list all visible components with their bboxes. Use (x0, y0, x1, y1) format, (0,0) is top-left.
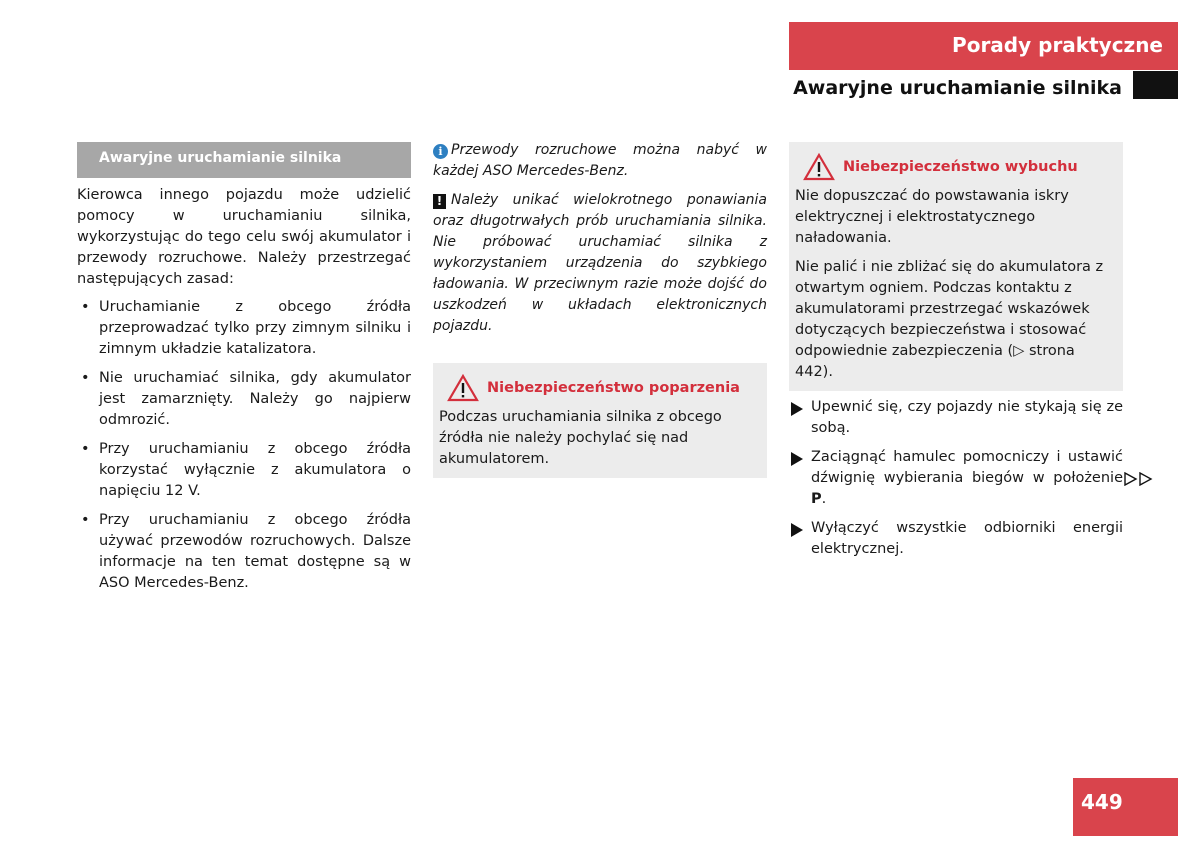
warning-text: Podczas uruchamiania silnika z obcego źródła nie należy pochylać się nad akumulatorem. (439, 409, 722, 467)
bullet-icon: • (81, 512, 90, 528)
page-number: 449 (1073, 778, 1178, 836)
step-item: Wyłączyć wszystkie odbiorniki energii elektrycznej. (789, 518, 1123, 560)
warning-title: Niebezpieczeństwo poparzenia (487, 380, 740, 396)
step-arrow-icon (791, 402, 803, 416)
list-item: • Uruchamianie z obcego źródła przeprowadzać tylko przy zimnym silniku i zimnym układzie katalizatora. (81, 299, 411, 357)
column-left (77, 140, 411, 602)
bullet-icon: • (81, 299, 90, 315)
warning-box-explosion (789, 142, 1123, 391)
bullet-icon: • (81, 441, 90, 457)
list-item: • Przy uruchamianiu z obcego źródła korzystać wyłącznie z akumulatora o napięciu 12 V. (81, 441, 411, 499)
section-title: Awaryjne uruchamianie silnika (793, 77, 1122, 99)
rules-list (77, 297, 411, 594)
intro-paragraph: Kierowca innego pojazdu może udzielić pomocy w uruchamianiu silnika, wykorzystując do tego celu swój akumulator i przewody rozruchowe. Należy przestrzegać następujących zasad: (77, 187, 411, 287)
step-arrow-icon (791, 452, 803, 466)
step-arrow-icon (791, 523, 803, 537)
column-right (789, 140, 1123, 568)
caution-note: ! Należy unikać wielokrotnego ponawiania oraz długotrwałych prób uruchamiania silnika. Nie próbować uruchamiać silnika z wykorzystaniem urządzenia do szybkiego ładowania. W przeciwnym razie może dojść do uszkodzeń w układach elektronicznych pojazdu. (433, 192, 767, 334)
continue-arrows-icon (1124, 471, 1154, 490)
list-item: • Przy uruchamianiu z obcego źródła używać przewodów rozruchowych. Dalsze informacje na ten temat dostępne są w ASO Mercedes-Benz. (81, 512, 411, 591)
warning-box-burn (433, 363, 767, 478)
warning-triangle-icon (447, 374, 479, 402)
column-middle (433, 140, 767, 478)
step-item: Zaciągnąć hamulec pomocniczy i ustawić dźwignię wybierania biegów w położenie P. (789, 447, 1123, 510)
warning-header (439, 371, 761, 405)
steps-list (789, 397, 1123, 560)
chapter-header (789, 22, 1178, 70)
warning-text-2: Nie palić i nie zbliżać się do akumulatora z otwartym ogniem. Podczas kontaktu z akumulatorami przestrzegać wskazówek dotyczących bezpieczeństwa i stosować odpowiednie zabezpieczenia (▷ strona 442). (795, 259, 1104, 380)
page-ref-arrow-icon: ▷ (1013, 343, 1025, 359)
warning-header (795, 150, 1117, 184)
list-item: • Nie uruchamiać silnika, gdy akumulator jest zamarznięty. Należy go najpierw odmrozić. (81, 370, 411, 428)
bullet-icon: • (81, 370, 90, 386)
warning-triangle-icon (803, 153, 835, 181)
header-black-tab (1133, 71, 1178, 99)
chapter-title: Porady praktyczne (952, 33, 1163, 57)
warning-text-1: Nie dopuszczać do powstawania iskry elektrycznej i elektrostatycznego naładowania. (795, 188, 1069, 246)
info-icon: i (433, 144, 448, 159)
section-heading-bar: Awaryjne uruchamianie silnika (77, 142, 411, 178)
warning-title: Niebezpieczeństwo wybuchu (843, 159, 1078, 175)
exclamation-icon: ! (433, 194, 446, 209)
info-note: i Przewody rozruchowe można nabyć w każdej ASO Mercedes-Benz. (433, 142, 767, 179)
step-item: Upewnić się, czy pojazdy nie stykają się ze sobą. (789, 397, 1123, 439)
